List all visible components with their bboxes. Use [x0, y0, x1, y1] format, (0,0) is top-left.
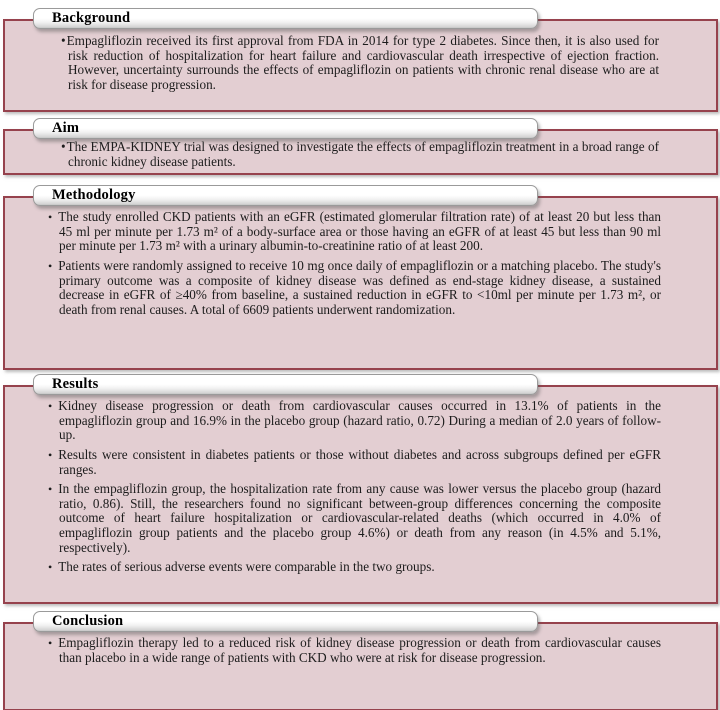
methodology-panel [3, 196, 718, 370]
background-panel [3, 19, 718, 112]
results-header-tab [33, 374, 538, 395]
conclusion-panel [3, 622, 718, 710]
bullet-item: • Empagliflozin received its first approval from FDA in 2014 for type 2 diabetes. Since then, it is also used for risk reduction of hospitalization for heart failure and cardiovascular death irrespective of ejection fraction. However, uncertainty surrounds the effects of empagliflozin on patients with chronic renal disease who are at risk for disease progression. [61, 34, 659, 92]
aim-header-tab [33, 118, 538, 139]
bullet-item: • The EMPA-KIDNEY trial was designed to investigate the effects of empagliflozin treatment in a broad range of chronic kidney disease patients. [61, 140, 659, 169]
results-panel [3, 385, 718, 604]
aim-title: Aim [52, 120, 80, 136]
methodology-title: Methodology [52, 187, 136, 204]
section-background [0, 8, 720, 112]
bullet-item: • The study enrolled CKD patients with an eGFR (estimated glomerular filtration rate) of at least 20 but less than 45 ml per minute per 1.73 m² of a body-surface area or those having an eGFR of at least 45 but less than 90 ml per minute per 1.73 m² with a urinary albumin-to-creatinine ratio of at least 200. [48, 210, 661, 254]
bullet-item: • Kidney disease progression or death from cardiovascular causes occurred in 13.1% of patients in the empagliflozin group and 16.9% in the placebo group (hazard ratio, 0.72) During a median of 2.0 years of follow-up. [48, 399, 661, 443]
results-bullet-list [5, 387, 716, 575]
bullet-item: • Patients were randomly assigned to receive 10 mg once daily of empagliflozin or a matching placebo. The study's primary outcome was a composite of kidney disease was defined as end-stage kidney disease, a sustained decrease in eGFR of ≥40% from baseline, a sustained reduction in eGFR to <10ml per minute per 1.73 m², or death from renal causes. A total of 6609 patients underwent randomization. [48, 259, 661, 317]
section-methodology [0, 185, 720, 370]
bullet-item: • Results were consistent in diabetes patients or those without diabetes and across subgroups defined per eGFR ranges. [48, 448, 661, 477]
section-aim [0, 118, 720, 175]
section-conclusion [0, 611, 720, 710]
bullet-item: • The rates of serious adverse events were comparable in the two groups. [48, 560, 661, 575]
background-title: Background [52, 10, 131, 26]
bullet-item: • Empagliflozin therapy led to a reduced risk of kidney disease progression or death from cardiovascular causes than placebo in a wide range of patients with CKD who were at risk for disease progression. [48, 636, 661, 665]
background-header-tab [33, 8, 538, 29]
conclusion-title: Conclusion [52, 613, 124, 630]
results-title: Results [52, 376, 99, 393]
background-bullet-list [5, 21, 716, 92]
bullet-item: • In the empagliflozin group, the hospitalization rate from any cause was lower versus the placebo group (hazard ratio, 0.86). Still, the researchers found no significant between-group differences concerning the composite outcome of heart failure hospitalization or cardiovascular-related deaths (which occurred in 4.0% of empagliflozin group patients and the placebo group 4.6%) or death from any reason (in 4.5% and 5.1%, respectively). [48, 482, 661, 555]
conclusion-header-tab [33, 611, 538, 632]
methodology-bullet-list [5, 198, 716, 317]
methodology-header-tab [33, 185, 538, 206]
section-results [0, 374, 720, 604]
